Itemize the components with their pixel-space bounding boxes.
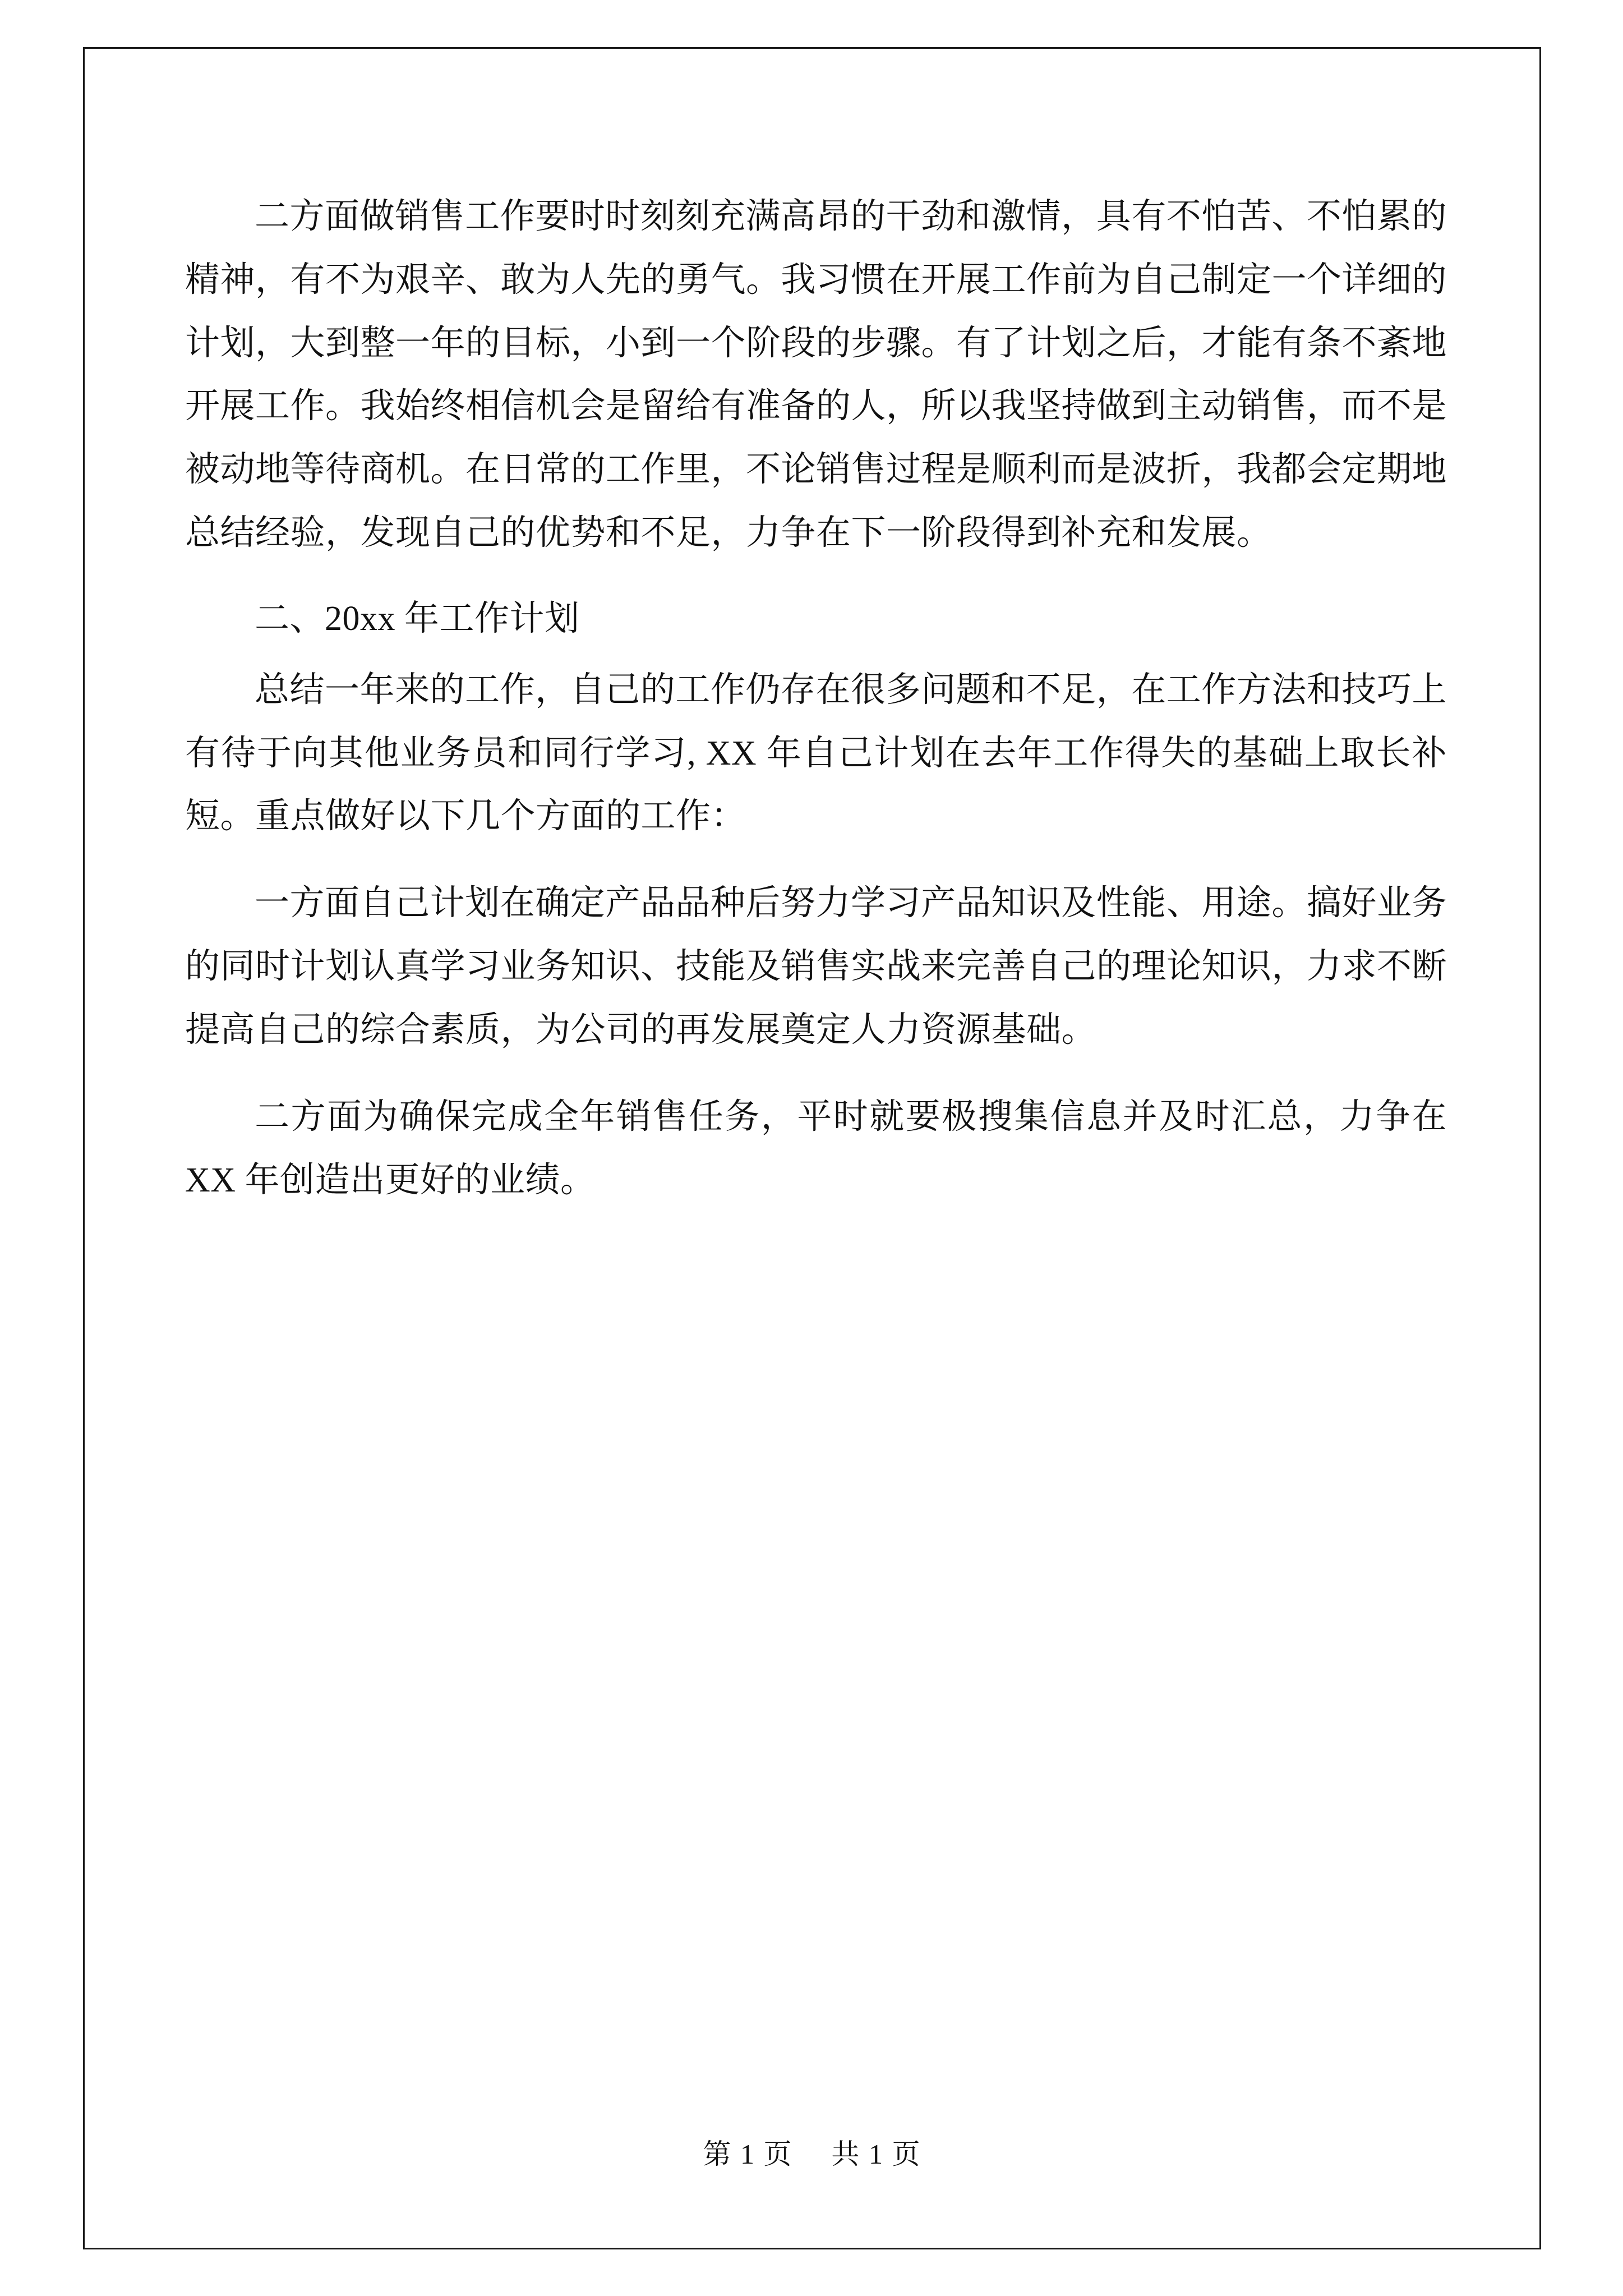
page-footer — [83, 2132, 1541, 2172]
paragraph-2: 总结一年来的工作，自己的工作仍存在很多问题和不足，在工作方法和技巧上有待于向其他业务员和同行学习, XX 年自己计划在去年工作得失的基础上取长补短。重点做好以下几个方面的工作： — [185, 670, 1447, 836]
section-heading-work-plan: 二、20xx 年工作计划 — [255, 599, 580, 638]
paragraph-3: 一方面自己计划在确定产品品种后努力学习产品知识及性能、用途。搞好业务的同时计划认真学习业务知识、技能及销售实战来完善自己的理论知识，力求不断提高自己的综合素质，为公司的再发展奠定人力资源基础。 — [185, 884, 1447, 1049]
paragraph-1: 二方面做销售工作要时时刻刻充满高昂的干劲和激情，具有不怕苦、不怕累的精神，有不为艰辛、敢为人先的勇气。我习惯在开展工作前为自己制定一个详细的计划，大到整一年的目标，小到一个阶段的步骤。有了计划之后，才能有条不紊地开展工作。我始终相信机会是留给有准备的人，所以我坚持做到主动销售，而不是被动地等待商机。在日常的工作里，不论销售过程是顺利而是波折，我都会定期地总结经验，发现自己的优势和不足，力争在下一阶段得到补充和发展。 — [185, 197, 1447, 553]
footer-total-pages: 共 1 页 — [831, 2138, 921, 2170]
footer-current-page: 第 1 页 — [703, 2138, 793, 2170]
document-body — [185, 185, 1447, 1215]
paragraph-4: 二方面为确保完成全年销售任务，平时就要极搜集信息并及时汇总，力争在 XX 年创造出更好的业绩。 — [185, 1097, 1447, 1199]
